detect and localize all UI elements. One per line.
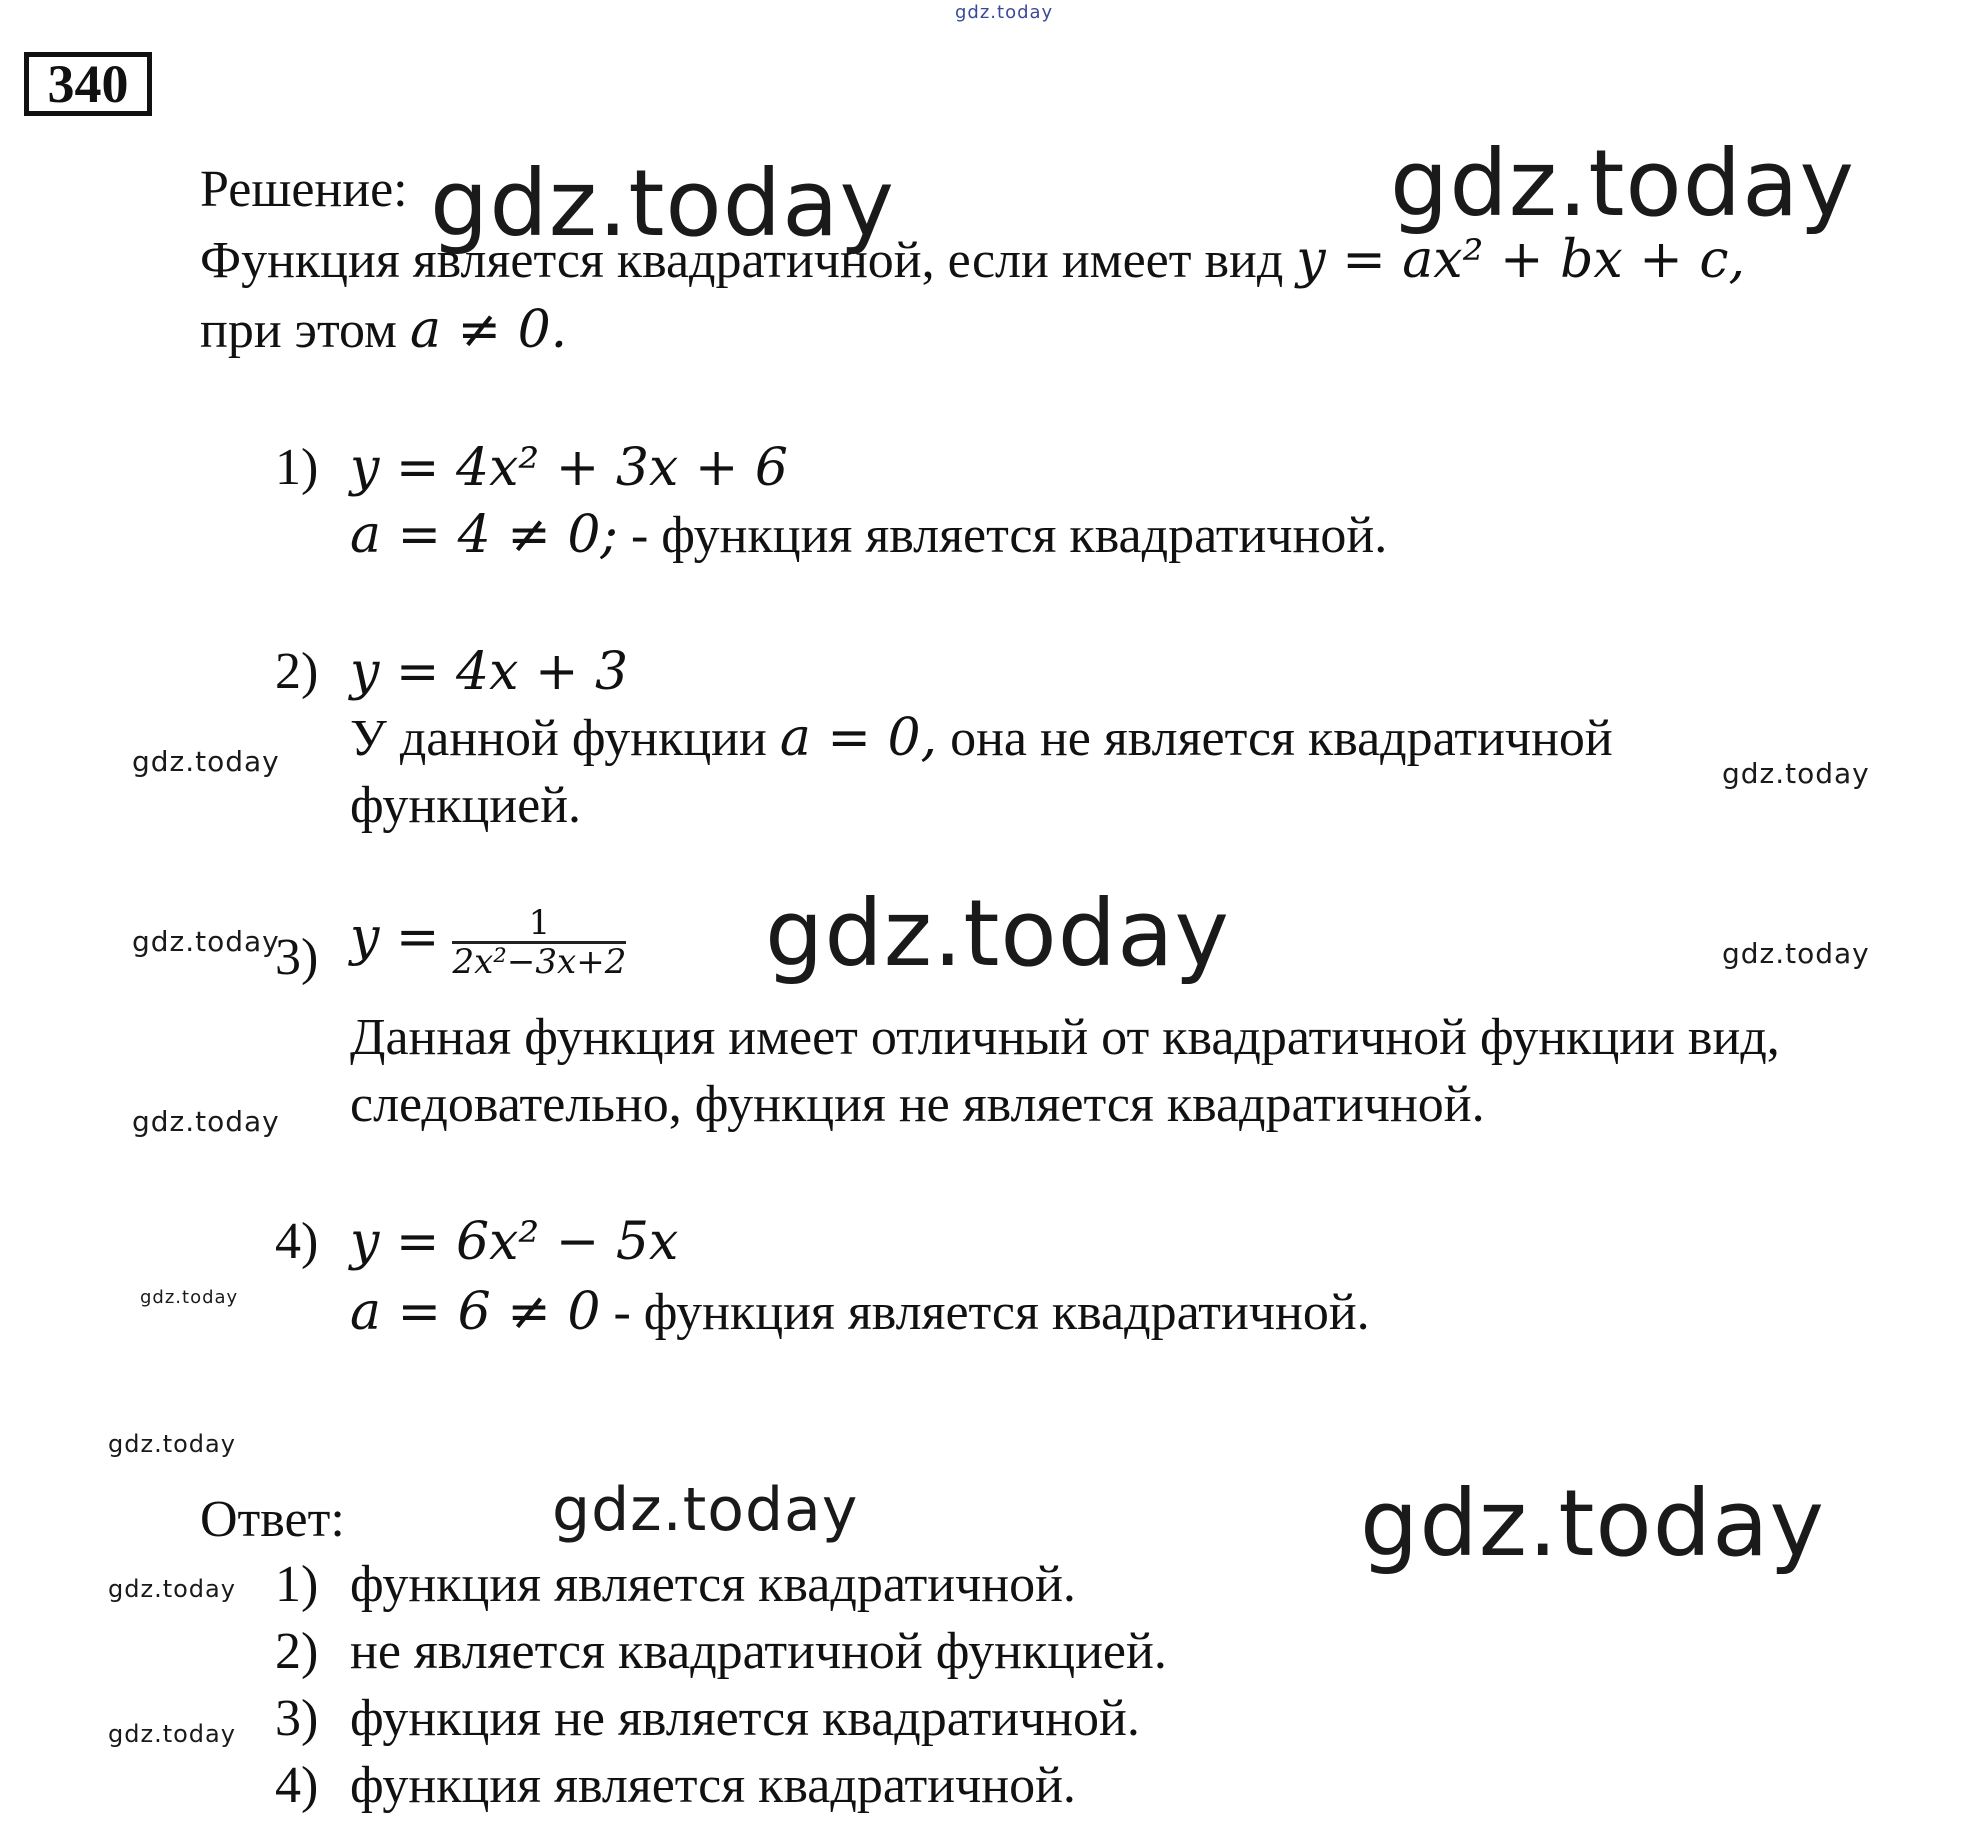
item-1-formula: y = 4x² + 3x + 6	[350, 438, 789, 498]
problem-number: 340	[47, 54, 129, 114]
watermark-large-1: gdz.today	[430, 150, 895, 257]
watermark-small-5: gdz.today	[132, 1105, 280, 1138]
intro-formula: y = ax² + bx + c,	[1296, 230, 1745, 290]
watermark-small-3: gdz.today	[132, 925, 280, 958]
item-4-formula: y = 6x² − 5x	[350, 1212, 679, 1272]
item-1-number: 1)	[275, 439, 319, 496]
intro-text: Функция является квадратичной, если имеет вид	[200, 232, 1284, 289]
watermark-small-1: gdz.today	[132, 745, 280, 778]
item-4-number: 4)	[275, 1213, 319, 1270]
item-3-fraction-denominator: 2x²−3x+2	[452, 942, 627, 982]
watermark-large-3: gdz.today	[765, 880, 1230, 987]
watermark-small-4: gdz.today	[1722, 937, 1870, 970]
answer-1-text: функция является квадратичной.	[350, 1556, 1076, 1613]
intro-condition: a ≠ 0.	[409, 300, 568, 360]
watermark-large-4: gdz.today	[1360, 1470, 1825, 1577]
header-watermark: gdz.today	[955, 2, 1054, 23]
item-2-coef: a = 0,	[779, 708, 938, 768]
answer-2-text: не является квадратичной функцией.	[350, 1623, 1167, 1680]
item-2-prefix: У данной функции	[350, 710, 767, 767]
watermark-large-2: gdz.today	[1390, 130, 1855, 237]
item-4-note: - функция является квадратичной.	[600, 1284, 1370, 1341]
answer-label: Ответ:	[200, 1491, 345, 1548]
problem-number-box	[24, 52, 152, 116]
answer-4-text: функция является квадратичной.	[350, 1757, 1076, 1814]
item-2-number: 2)	[275, 643, 319, 700]
intro-line-2	[200, 300, 567, 361]
answer-1-number: 1)	[275, 1556, 319, 1613]
watermark-small-6: gdz.today	[140, 1287, 239, 1308]
solution-label: Решение:	[200, 161, 408, 218]
item-2-line-2: функцией.	[350, 777, 582, 834]
item-4-line	[350, 1282, 1370, 1343]
item-3-fraction-numerator: 1	[452, 905, 626, 944]
intro-line-1	[200, 230, 1745, 291]
item-3-formula	[350, 905, 626, 980]
watermark-small-7: gdz.today	[108, 1430, 236, 1458]
item-2-formula: y = 4x + 3	[350, 642, 629, 702]
item-3-line-1: Данная функция имеет отличный от квадратичной функции вид,	[350, 1009, 1780, 1066]
watermark-small-2: gdz.today	[1722, 757, 1870, 790]
item-3-formula-left: y =	[350, 907, 440, 968]
item-1-line	[350, 505, 1387, 566]
watermark-medium-1: gdz.today	[552, 1475, 859, 1545]
intro-line2-prefix: при этом	[200, 302, 397, 359]
answer-4-number: 4)	[275, 1757, 319, 1814]
answer-3-text: функция не является квадратичной.	[350, 1690, 1140, 1747]
item-3-number: 3)	[275, 929, 319, 986]
item-2-suffix: она не является квадратичной	[937, 710, 1613, 767]
answer-3-number: 3)	[275, 1690, 319, 1747]
item-4-coef: a = 6 ≠ 0	[350, 1282, 601, 1342]
answer-2-number: 2)	[275, 1623, 319, 1680]
watermark-small-8: gdz.today	[108, 1575, 236, 1603]
item-2-line-1	[350, 708, 1613, 769]
item-3-fraction	[452, 905, 626, 980]
item-1-coef: a = 4 ≠ 0;	[350, 505, 618, 565]
watermark-small-9: gdz.today	[108, 1720, 236, 1748]
item-3-line-2: следовательно, функция не является квадратичной.	[350, 1076, 1485, 1133]
item-1-note: - функция является квадратичной.	[617, 507, 1388, 564]
